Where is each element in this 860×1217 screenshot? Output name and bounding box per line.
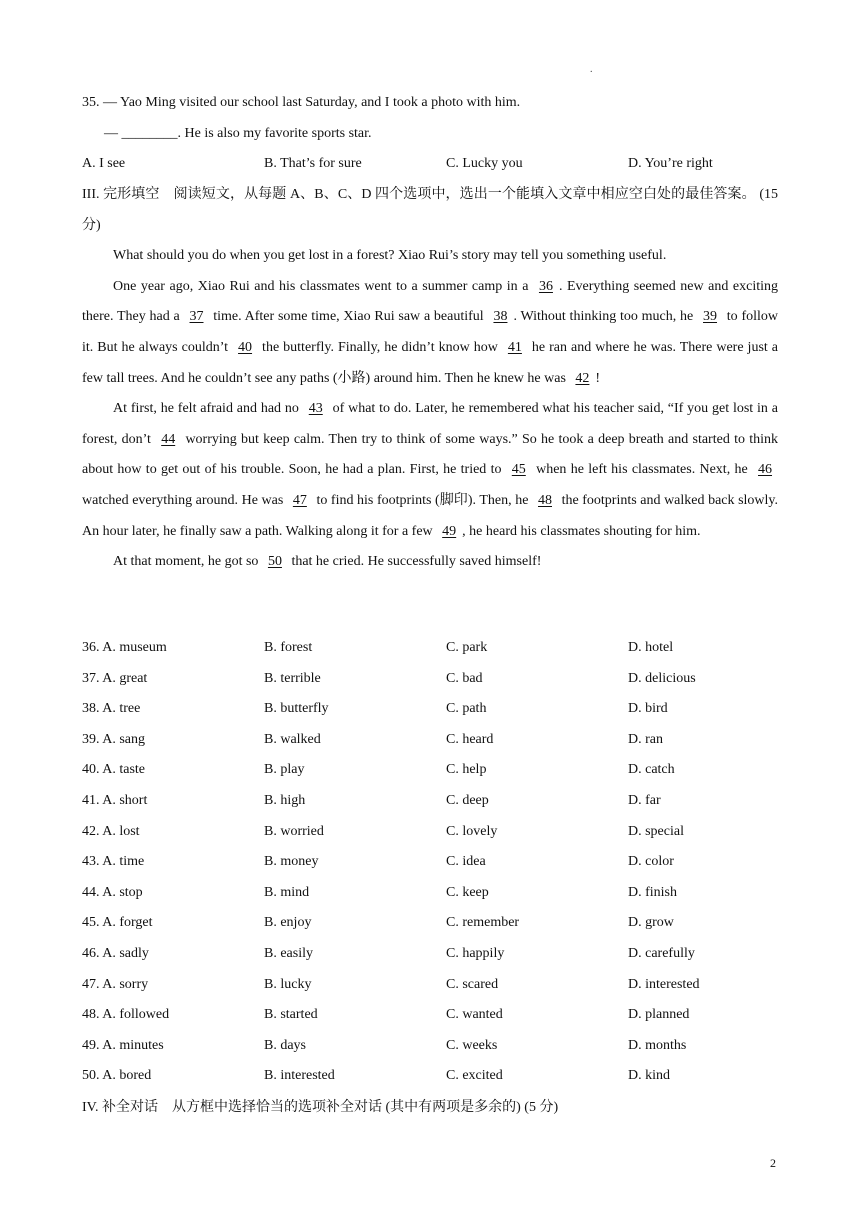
blank-40: 40	[238, 339, 253, 355]
answer-option-c: C. excited	[446, 1068, 503, 1084]
answer-option-a: 38. A. tree	[82, 701, 141, 717]
answer-option-a: 40. A. taste	[82, 762, 145, 778]
answer-row	[82, 939, 782, 970]
answer-option-a: 42. A. lost	[82, 823, 140, 839]
answer-option-b: B. worried	[264, 823, 324, 839]
cloze-paragraph-2	[82, 272, 778, 394]
text: One year ago, Xiao Rui and his classmates went to a summer camp in a	[113, 278, 533, 294]
blank-41: 41	[507, 339, 522, 355]
answer-option-b: B. lucky	[264, 976, 312, 992]
answer-option-b: B. interested	[264, 1068, 335, 1084]
answer-option-d: D. color	[628, 854, 674, 870]
question-35-response: — ________. He is also my favorite sports star.	[104, 125, 372, 141]
blank-39: 39	[703, 309, 718, 325]
answer-option-a: 44. A. stop	[82, 884, 143, 900]
blank-49: 49	[442, 523, 457, 539]
blank-36: 36	[538, 278, 553, 294]
answer-option-c: C. bad	[446, 670, 483, 686]
answer-option-d: D. planned	[628, 1007, 690, 1023]
answer-option-d: D. carefully	[628, 945, 695, 961]
blank-50: 50	[267, 554, 282, 570]
answer-option-a: 50. A. bored	[82, 1068, 152, 1084]
answer-option-b: B. high	[264, 792, 306, 808]
answer-option-a: 39. A. sang	[82, 731, 145, 747]
answer-option-a: 45. A. forget	[82, 915, 153, 931]
question-35-stem: 35. — Yao Ming visited our school last Saturday, and I took a photo with him.	[82, 95, 521, 110]
answer-option-c: C. help	[446, 762, 487, 778]
answer-option-c: C. path	[446, 701, 487, 717]
answer-option-c: C. weeks	[446, 1037, 498, 1053]
answer-option-d: D. special	[628, 823, 684, 839]
answer-row	[82, 847, 782, 878]
answer-option-d: D. ran	[628, 731, 663, 747]
blank-42: 42	[575, 370, 590, 386]
cloze-paragraph-4	[82, 547, 778, 578]
text: that he cried. He successfully saved himself!	[287, 554, 542, 570]
answer-option-c: C. lovely	[446, 823, 498, 839]
blank-45: 45	[511, 462, 526, 478]
option-a: A. I see	[82, 156, 126, 172]
text: to follow it. But he always couldn’t	[82, 309, 778, 355]
answer-option-a: 37. A. great	[82, 670, 148, 686]
question-35-options	[82, 149, 782, 180]
answer-option-b: B. play	[264, 762, 305, 778]
answer-option-c: C. wanted	[446, 1007, 503, 1023]
answer-option-c: C. heard	[446, 731, 494, 747]
option-b: B. That’s for sure	[264, 156, 362, 172]
answer-row	[82, 664, 782, 695]
text: At first, he felt afraid and had no	[113, 401, 303, 417]
answer-option-a: 36. A. museum	[82, 640, 167, 655]
option-d: D. You’re right	[628, 156, 713, 172]
answer-option-b: B. enjoy	[264, 915, 312, 931]
text: , he heard his classmates shouting for him.	[462, 523, 701, 539]
answer-option-d: D. catch	[628, 762, 675, 778]
answer-options	[82, 633, 782, 1092]
answer-row	[82, 633, 782, 664]
dialogue-section-heading: IV. 补全对话 从方框中选择恰当的选项补全对话 (其中有两项是多余的) (5 分)	[82, 1100, 559, 1115]
answer-row	[82, 694, 782, 725]
answer-row	[82, 755, 782, 786]
option-c: C. Lucky you	[446, 156, 523, 172]
text: when he left his classmates. Next, he	[531, 462, 753, 478]
text: watched everything around. He was	[82, 492, 287, 508]
answer-option-a: 46. A. sadly	[82, 945, 149, 961]
blank-43: 43	[308, 401, 323, 417]
answer-option-c: C. remember	[446, 915, 520, 931]
answer-row	[82, 908, 782, 939]
text: time. After some time, Xiao Rui saw a beautiful	[209, 309, 488, 325]
text: !	[595, 370, 601, 386]
answer-row	[82, 1031, 782, 1062]
page-number: 2	[770, 1156, 776, 1170]
answer-option-d: D. months	[628, 1037, 687, 1053]
answer-option-c: C. park	[446, 640, 488, 655]
text: . Everything seemed new and exciting there. They had a	[82, 278, 778, 325]
answer-option-c: C. happily	[446, 945, 505, 961]
answer-option-b: B. started	[264, 1007, 318, 1023]
text: the butterfly. Finally, he didn’t know how	[258, 339, 502, 355]
text: he ran and where he was. There were just a few tall trees. And he couldn’t see any paths (小路) around him. Then he knew he was	[82, 339, 779, 386]
answer-option-b: B. walked	[264, 731, 321, 747]
answer-row	[82, 970, 782, 1001]
blank-37: 37	[189, 309, 204, 325]
answer-row	[82, 878, 782, 909]
answer-option-b: B. mind	[264, 884, 310, 900]
answer-option-b: B. days	[264, 1037, 306, 1053]
cloze-paragraph-1: What should you do when you get lost in a forest? Xiao Rui’s story may tell you something useful.	[113, 248, 667, 264]
answer-option-c: C. deep	[446, 792, 489, 808]
answer-option-d: D. finish	[628, 884, 677, 900]
answer-option-d: D. kind	[628, 1068, 670, 1084]
text: worrying but keep calm. Then try to think of some ways.” So he took a deep breath and started to think about how to get out of his trouble. Soon, he had a plan. First, he tried to	[82, 431, 778, 478]
cloze-paragraph-3	[82, 394, 778, 547]
text: . Without thinking too much, he	[513, 309, 698, 325]
answer-option-a: 49. A. minutes	[82, 1037, 164, 1053]
answer-option-d: D. delicious	[628, 670, 696, 686]
answer-row	[82, 725, 782, 756]
answer-option-a: 41. A. short	[82, 792, 148, 808]
question-35	[82, 88, 782, 180]
answer-option-d: D. hotel	[628, 640, 674, 655]
blank-46: 46	[758, 462, 773, 478]
top-mark: .	[590, 64, 593, 75]
blank-47: 47	[292, 492, 307, 508]
answer-option-a: 43. A. time	[82, 854, 145, 870]
answer-option-c: C. idea	[446, 854, 486, 870]
text: At that moment, he got so	[113, 554, 262, 570]
text: the footprints and walked back slowly. An hour later, he finally saw a path. Walking along it for a few	[82, 492, 779, 539]
blank-48: 48	[538, 492, 552, 508]
answer-row	[82, 1061, 782, 1092]
answer-option-d: D. bird	[628, 701, 668, 717]
answer-option-b: B. forest	[264, 640, 313, 655]
answer-option-d: D. interested	[628, 976, 700, 992]
blank-44: 44	[161, 431, 176, 447]
answer-option-b: B. butterfly	[264, 701, 329, 717]
answer-option-c: C. scared	[446, 976, 499, 992]
blank-38: 38	[493, 309, 508, 325]
text: of what to do. Later, he remembered what his teacher said, “If you get lost in a forest, don’t	[82, 401, 778, 447]
answer-row	[82, 786, 782, 817]
text: to find his footprints (脚印). Then, he	[312, 492, 532, 508]
answer-option-a: 47. A. sorry	[82, 976, 149, 992]
answer-option-b: B. easily	[264, 945, 313, 961]
answer-option-c: C. keep	[446, 884, 489, 900]
answer-option-d: D. far	[628, 792, 661, 808]
cloze-heading: III. 完形填空 阅读短文，从每题 A、B、C、D 四个选项中，选出一个能填入文章中相应空白处的最佳答案。 (15 分)	[82, 187, 778, 233]
answer-row	[82, 1000, 782, 1031]
answer-option-b: B. money	[264, 854, 319, 870]
cloze-section	[82, 180, 778, 578]
answer-option-b: B. terrible	[264, 670, 321, 686]
answer-option-d: D. grow	[628, 915, 674, 931]
answer-row	[82, 817, 782, 848]
answer-option-a: 48. A. followed	[82, 1007, 170, 1023]
